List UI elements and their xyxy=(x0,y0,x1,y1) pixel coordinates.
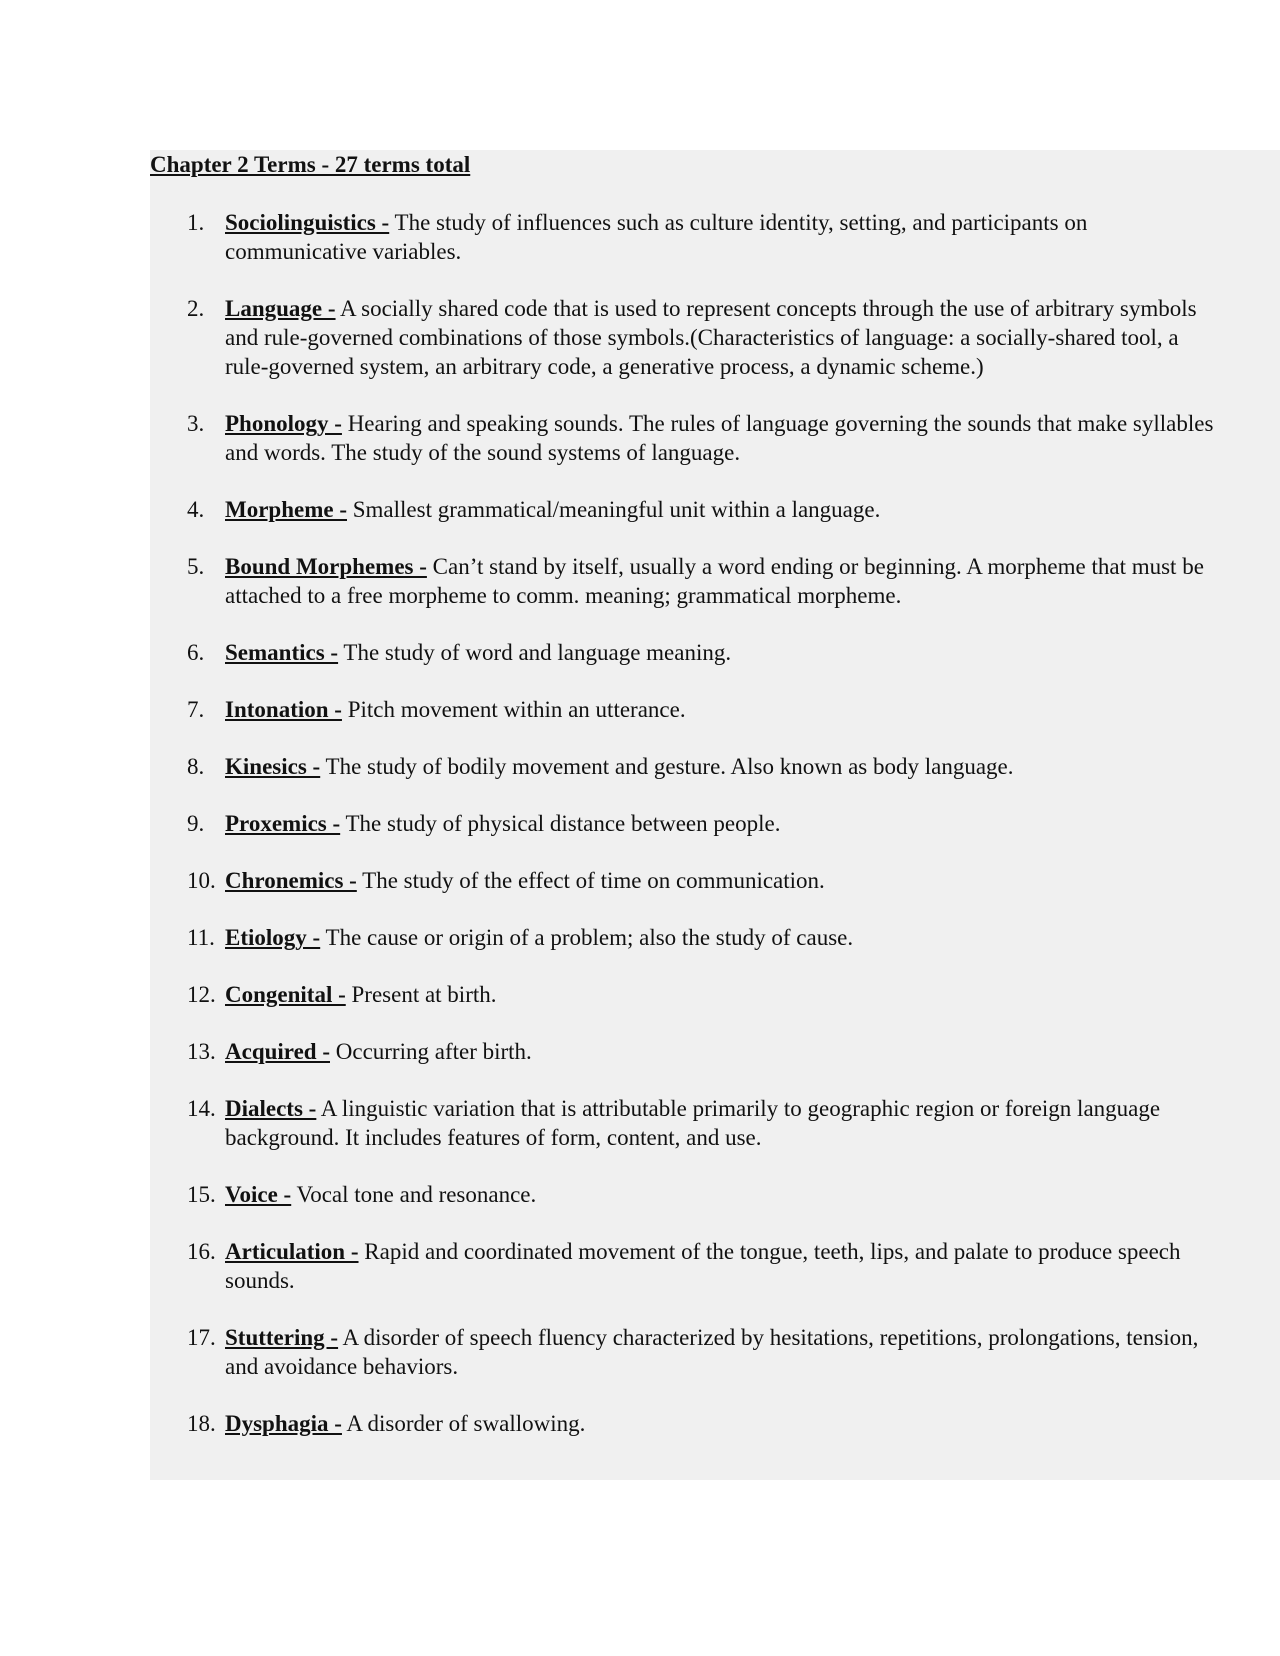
term-definition: A disorder of speech fluency characterized by hesitations, repetitions, prolongations, tension, and avoidance behaviors. xyxy=(225,1325,1199,1379)
term-label: Congenital - xyxy=(225,982,346,1007)
term-label: Dialects - xyxy=(225,1096,317,1121)
term-label: Proxemics - xyxy=(225,811,341,836)
term-definition: Vocal tone and resonance. xyxy=(291,1182,537,1207)
term-definition: The study of the effect of time on communication. xyxy=(356,868,825,893)
item-number: 1. xyxy=(187,210,205,235)
item-number: 4. xyxy=(187,497,205,522)
item-number: 10. xyxy=(187,868,216,893)
item-number: 12. xyxy=(187,982,216,1007)
term-definition: Present at birth. xyxy=(345,982,497,1007)
term-definition: Can’t stand by itself, usually a word ending or beginning. A morpheme that must be attached to a free morpheme to comm. meaning; grammatical morpheme. xyxy=(225,554,1204,608)
list-item xyxy=(150,1409,1280,1438)
term-definition: Hearing and speaking sounds. The rules of language governing the sounds that make syllables and words. The study of the sound systems of language. xyxy=(225,411,1214,465)
term-definition: The study of bodily movement and gesture. Also known as body language. xyxy=(320,754,1014,779)
document-page xyxy=(150,150,1280,1466)
list-item xyxy=(150,752,1280,781)
terms-list xyxy=(150,208,1280,1438)
item-number: 11. xyxy=(187,925,215,950)
term-label: Language - xyxy=(225,296,336,321)
list-item xyxy=(150,1237,1280,1295)
item-number: 5. xyxy=(187,554,205,579)
list-item xyxy=(150,695,1280,724)
item-number: 17. xyxy=(187,1325,216,1350)
list-item xyxy=(150,409,1280,467)
term-label: Voice - xyxy=(225,1182,292,1207)
list-item xyxy=(150,552,1280,610)
list-item xyxy=(150,923,1280,952)
list-item xyxy=(150,1180,1280,1209)
term-label: Semantics - xyxy=(225,640,339,665)
item-number: 13. xyxy=(187,1039,216,1064)
item-number: 15. xyxy=(187,1182,216,1207)
list-item xyxy=(150,1037,1280,1066)
term-label: Kinesics - xyxy=(225,754,321,779)
list-item xyxy=(150,294,1280,381)
item-number: 7. xyxy=(187,697,205,722)
item-number: 3. xyxy=(187,411,205,436)
item-number: 16. xyxy=(187,1239,216,1264)
term-label: Sociolinguistics - xyxy=(225,210,390,235)
term-label: Phonology - xyxy=(225,411,342,436)
term-definition: The study of word and language meaning. xyxy=(338,640,732,665)
list-item xyxy=(150,1323,1280,1381)
item-number: 8. xyxy=(187,754,205,779)
list-item xyxy=(150,638,1280,667)
term-label: Acquired - xyxy=(225,1039,330,1064)
term-definition: A socially shared code that is used to represent concepts through the use of arbitrary symbols and rule-governed combinations of those symbols.(Characteristics of language: a socially-shared tool, a rule-governed system, an arbitrary code, a generative process, a dynamic scheme.) xyxy=(225,296,1197,379)
term-definition: Smallest grammatical/meaningful unit within a language. xyxy=(347,497,881,522)
term-label: Articulation - xyxy=(225,1239,359,1264)
page-title: Chapter 2 Terms - 27 terms total xyxy=(150,152,471,177)
term-definition: A disorder of swallowing. xyxy=(341,1411,586,1436)
term-label: Stuttering - xyxy=(225,1325,339,1350)
item-number: 14. xyxy=(187,1096,216,1121)
item-number: 9. xyxy=(187,811,205,836)
term-definition: Pitch movement within an utterance. xyxy=(341,697,686,722)
term-label: Dysphagia - xyxy=(225,1411,342,1436)
term-definition: Occurring after birth. xyxy=(330,1039,532,1064)
term-definition: Rapid and coordinated movement of the tongue, teeth, lips, and palate to produce speech sounds. xyxy=(225,1239,1181,1293)
list-item xyxy=(150,208,1280,266)
term-definition: A linguistic variation that is attributable primarily to geographic region or foreign language background. It includes features of form, content, and use. xyxy=(225,1096,1161,1150)
list-item xyxy=(150,1094,1280,1152)
list-item xyxy=(150,980,1280,1009)
list-item xyxy=(150,809,1280,838)
term-label: Chronemics - xyxy=(225,868,357,893)
list-item xyxy=(150,495,1280,524)
item-number: 18. xyxy=(187,1411,216,1436)
term-definition: The study of physical distance between people. xyxy=(340,811,781,836)
list-item xyxy=(150,866,1280,895)
term-label: Etiology - xyxy=(225,925,321,950)
term-label: Intonation - xyxy=(225,697,342,722)
term-label: Bound Morphemes - xyxy=(225,554,427,579)
item-number: 2. xyxy=(187,296,205,321)
term-definition: The cause or origin of a problem; also the study of cause. xyxy=(320,925,854,950)
item-number: 6. xyxy=(187,640,205,665)
term-label: Morpheme - xyxy=(225,497,347,522)
term-definition: The study of influences such as culture identity, setting, and participants on communicative variables. xyxy=(225,210,1088,264)
